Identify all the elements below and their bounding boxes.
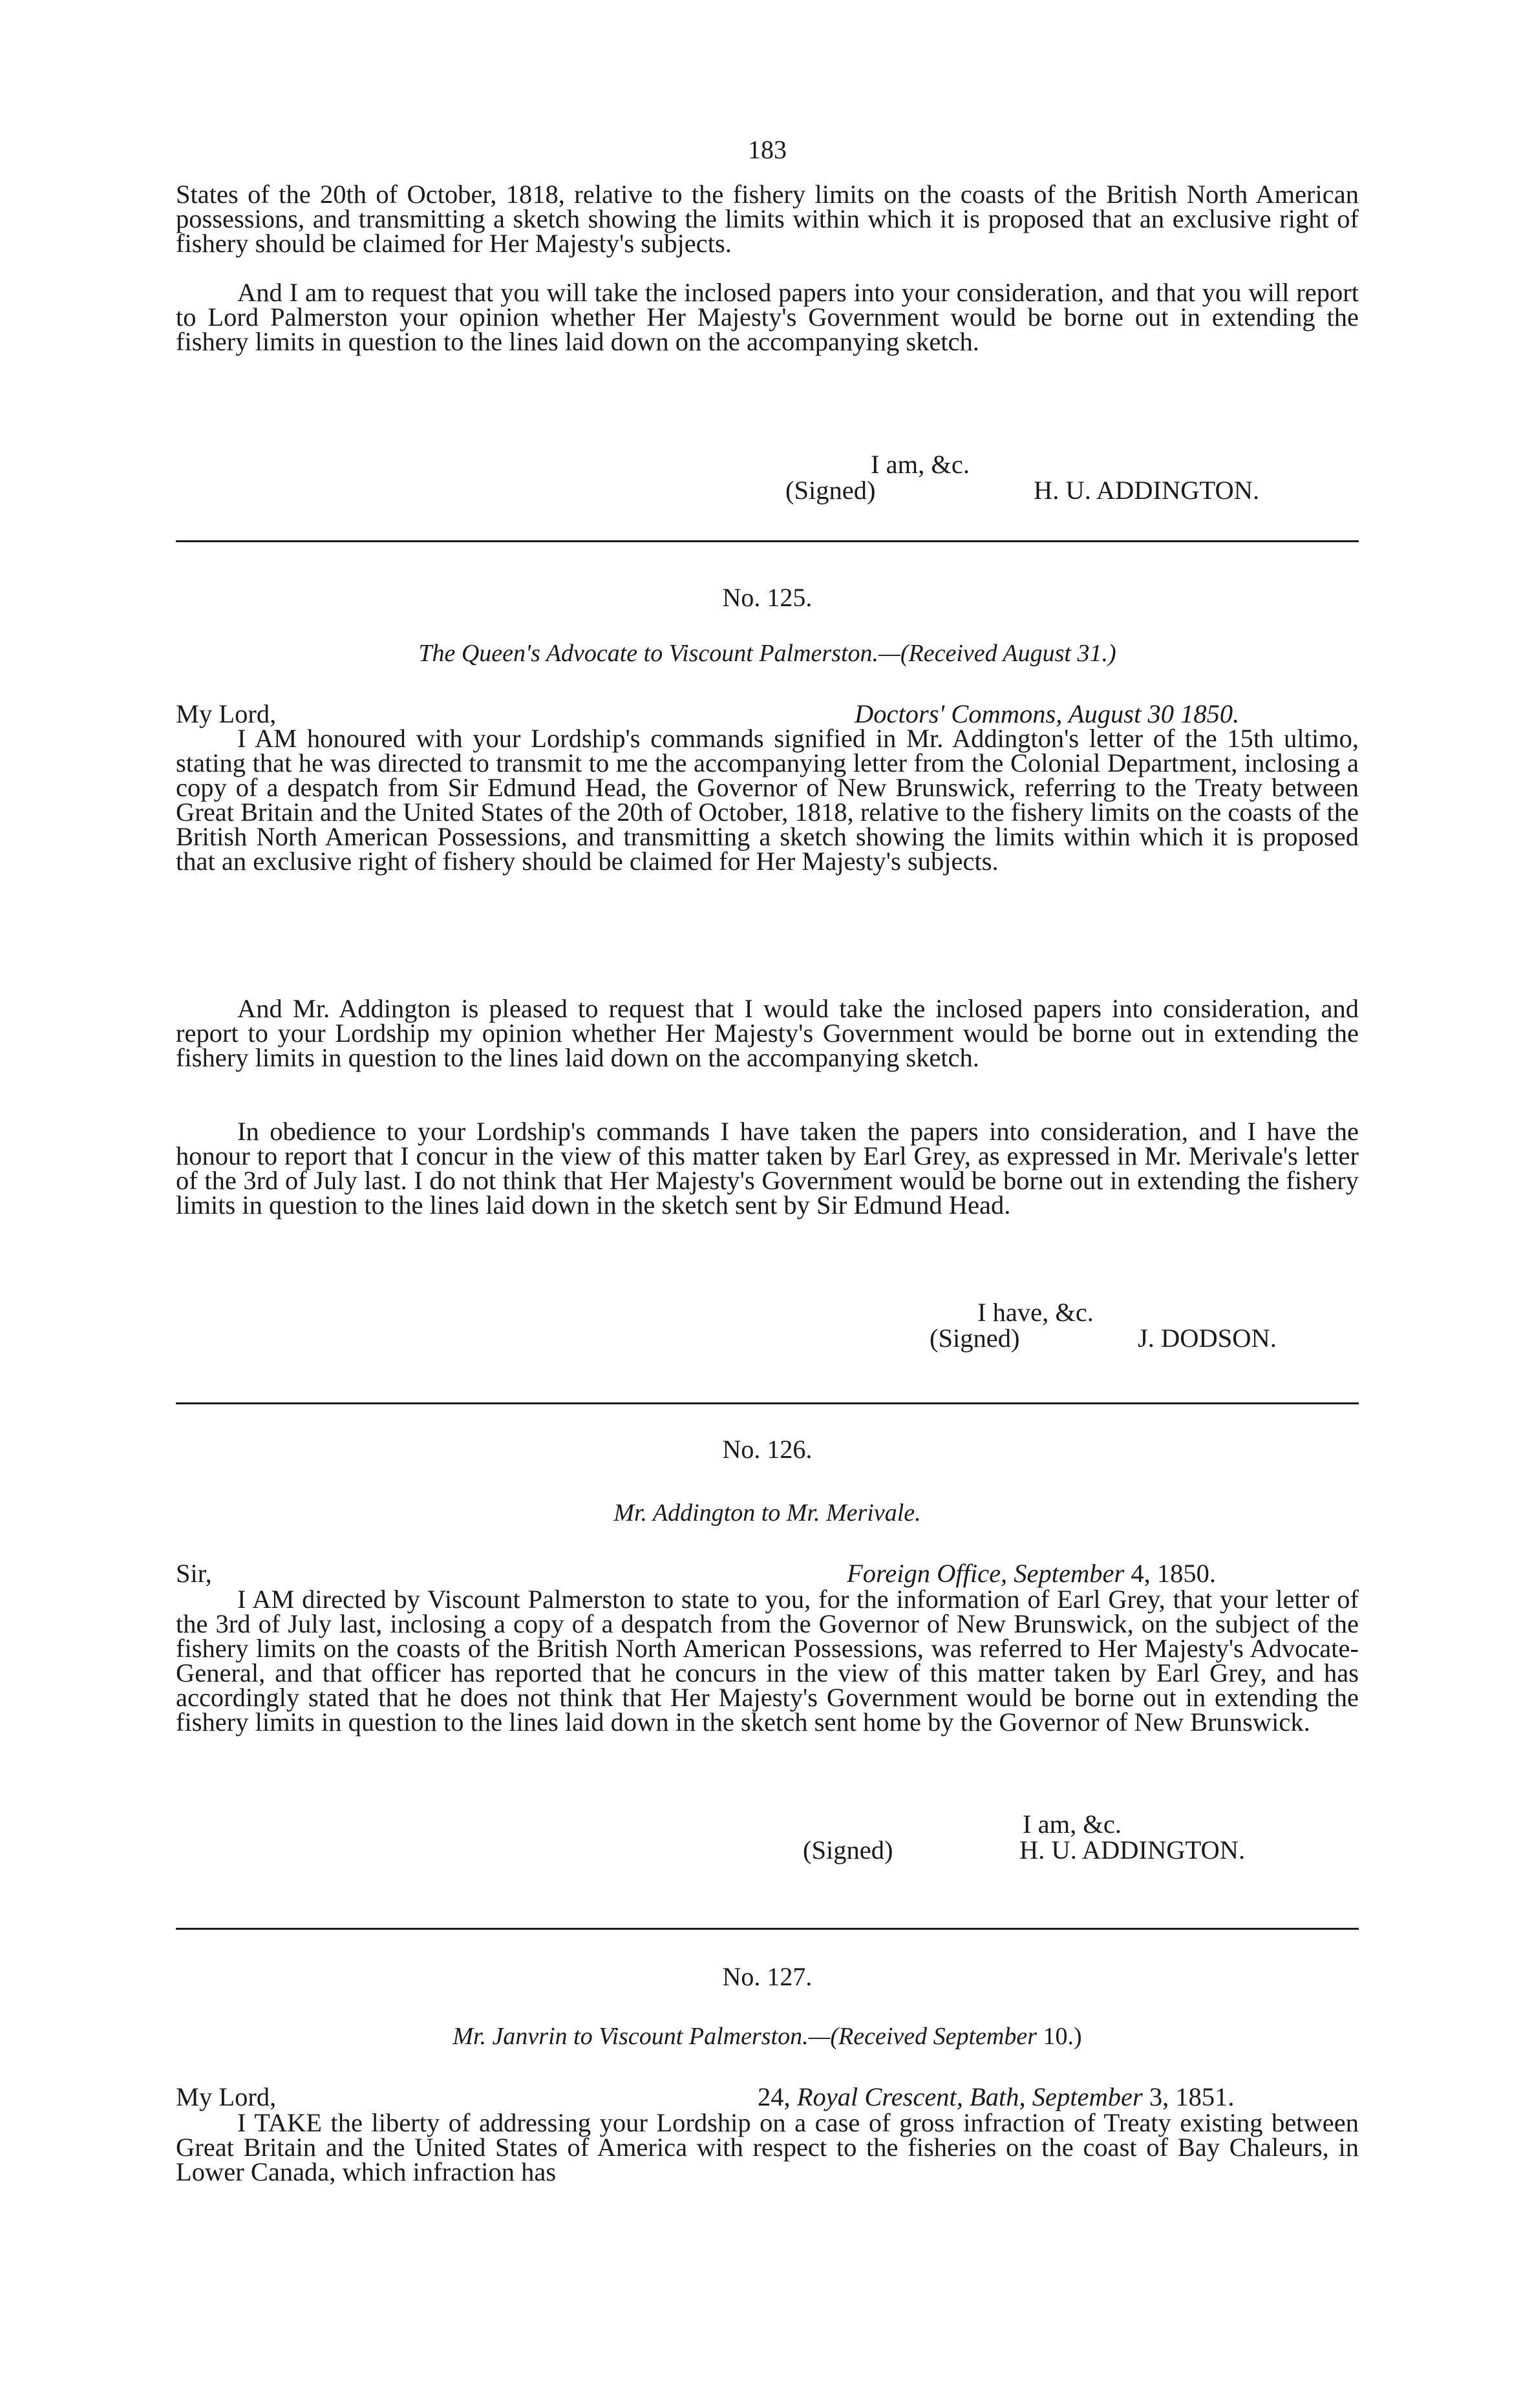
document-number: No. 126. <box>722 1435 813 1464</box>
document-caption: The Queen's Advocate to Viscount Palmerston.—(Received August 31.) <box>418 640 1116 667</box>
letter-paragraph: And Mr. Addington is pleased to request that I would take the inclosed papers into consideration, and report to your Lordship my opinion whether Her Majesty's Government would be borne out in extending the fishery limits in question to the lines laid down on the accompanying sketch. <box>176 994 1359 1072</box>
salutation: My Lord, <box>176 699 277 728</box>
signer-name: H. U. ADDINGTON. <box>1034 476 1260 505</box>
closing: I am, &c. <box>1023 1810 1122 1839</box>
closing: I have, &c. <box>977 1298 1094 1327</box>
place-date: 24, Royal Crescent, Bath, September 3, 1851. <box>758 2082 1235 2111</box>
letter-paragraph: I AM directed by Viscount Palmerston to state to you, for the information of Earl Grey, that your letter of the 3rd of July last, inclosing a copy of a despatch from the Governor of New Brunswick, on the subject of the fishery limits on the coasts of the British North American Possessions, was referred to Her Majesty's Advocate-General, and that officer has reported that he concurs in the view of this matter taken by Earl Grey, and has accordingly stated that he does not think that Her Majesty's Government would be borne out in extending the fishery limits in question to the lines laid down in the sketch sent home by the Governor of New Brunswick. <box>176 1585 1359 1737</box>
letter-paragraph: In obedience to your Lordship's commands I have taken the papers into consideration, and I have the honour to report that I concur in the view of this matter taken by Earl Grey, as expressed in Mr. Merivale's letter of the 3rd of July last. I do not think that Her Majesty's Government would be borne out in extending the fishery limits in question to the lines laid down in the sketch sent by Sir Edmund Head. <box>176 1117 1359 1220</box>
signer-name: H. U. ADDINGTON. <box>1019 1835 1246 1864</box>
closing: I am, &c. <box>871 450 970 479</box>
signed-label: (Signed) <box>930 1324 1020 1353</box>
signer-name: J. DODSON. <box>1138 1324 1277 1353</box>
continuation-paragraph: States of the 20th of October, 1818, relative to the fishery limits on the coasts of the British North American possessions, and transmitting a sketch showing the limits within which it is proposed that an exclusive right of fishery should be claimed for Her Majesty's subjects. <box>176 180 1359 258</box>
section-divider <box>176 1402 1359 1404</box>
place-date: Doctors' Commons, August 30 1850. <box>855 699 1240 728</box>
salutation: Sir, <box>176 1559 212 1588</box>
document-caption: Mr. Janvrin to Viscount Palmerston.—(Received September 10.) <box>452 2023 1082 2050</box>
page-number: 183 <box>748 135 787 164</box>
document-number: No. 125. <box>722 583 813 612</box>
signed-label: (Signed) <box>785 476 876 505</box>
request-paragraph: And I am to request that you will take the inclosed papers into your consideration, and that you will report to Lord Palmerston your opinion whether Her Majesty's Government would be borne out in extending the fishery limits in question to the lines laid down on the accompanying sketch. <box>176 278 1359 356</box>
document-caption: Mr. Addington to Mr. Merivale. <box>613 1499 921 1526</box>
letter-paragraph: I TAKE the liberty of addressing your Lordship on a case of gross infraction of Treaty existing between Great Britain and the United States of America with respect to the fisheries on the coast of Bay Chaleurs, in Lower Canada, which infraction has <box>176 2108 1359 2186</box>
place-date: Foreign Office, September 4, 1850. <box>847 1559 1216 1588</box>
section-divider <box>176 1928 1359 1930</box>
letter-paragraph: I AM honoured with your Lordship's commands signified in Mr. Addington's letter of the 15th ultimo, stating that he was directed to transmit to me the accompanying letter from the Colonial Department, inclosing a copy of a despatch from Sir Edmund Head, the Governor of New Brunswick, referring to the Treaty between Great Britain and the United States of the 20th of October, 1818, relative to the fishery limits on the coasts of the British North American Possessions, and transmitting a sketch showing the limits within which it is proposed that an exclusive right of fishery should be claimed for Her Majesty's subjects. <box>176 724 1359 876</box>
document-page <box>176 0 1359 2408</box>
salutation: My Lord, <box>176 2082 277 2111</box>
section-divider <box>176 540 1359 542</box>
signed-label: (Signed) <box>803 1835 893 1864</box>
document-number: No. 127. <box>722 1962 813 1991</box>
